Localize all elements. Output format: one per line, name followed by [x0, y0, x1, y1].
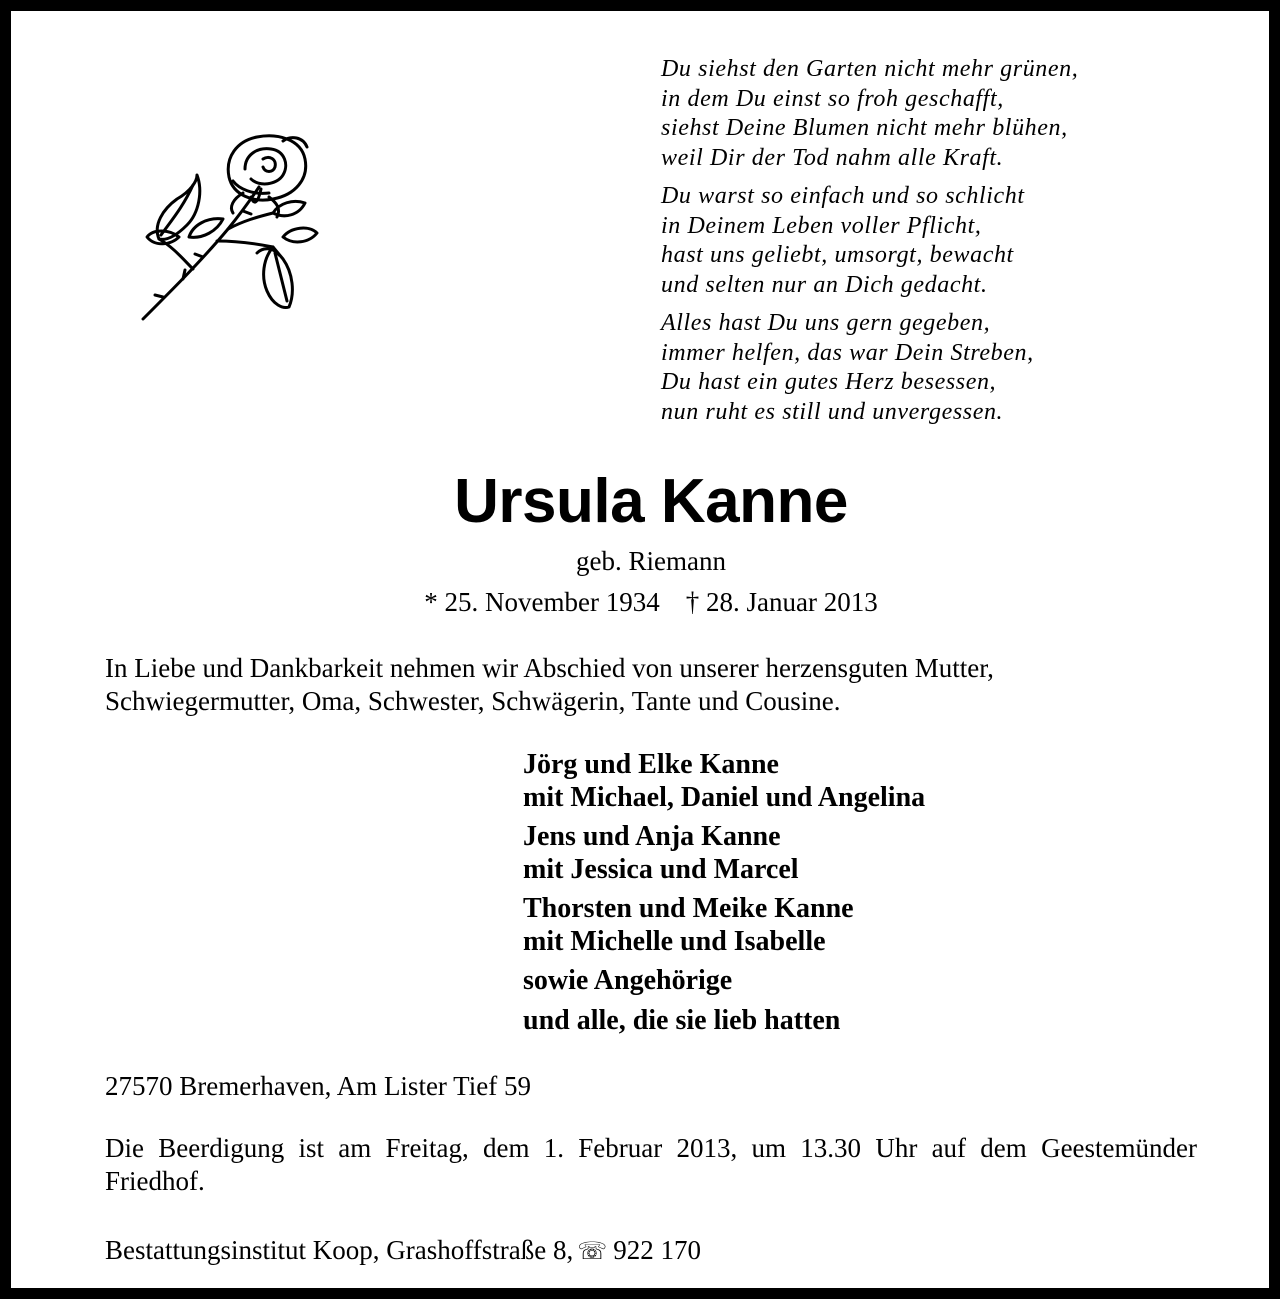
poem-line: Du warst so einfach und so schlicht	[661, 183, 1025, 209]
rose-icon	[133, 129, 319, 325]
mourner-group	[523, 1005, 1223, 1038]
mourner-line: sowie Angehörige	[523, 965, 733, 996]
mourner-line: Jens und Anja Kanne	[523, 821, 781, 852]
telephone-icon: ☏	[577, 1237, 608, 1265]
life-dates	[11, 585, 1280, 619]
deceased-name: Ursula Kanne	[454, 467, 848, 536]
mourner-line: mit Michael, Daniel und Angelina	[523, 781, 926, 813]
birth-date: * 25. November 1934	[424, 587, 660, 617]
poem-stanza	[661, 309, 1221, 427]
funeral-info: Die Beerdigung ist am Freitag, dem 1. Februar 2013, um 13.30 Uhr auf dem Geestemünder Friedhof.	[105, 1133, 1197, 1196]
mourner-line: Jörg und Elke Kanne	[523, 749, 779, 780]
undertaker-name: Bestattungsinstitut Koop, Grashoffstraße 8,	[105, 1235, 574, 1265]
poem-line: Du hast ein gutes Herz besessen,	[661, 369, 997, 395]
poem-line: in dem Du einst so froh geschafft,	[661, 85, 1004, 112]
poem-stanza	[661, 182, 1221, 300]
maiden-name: geb. Riemann	[576, 546, 726, 576]
mourner-group	[523, 965, 1223, 998]
poem-line: siehst Deine Blumen nicht mehr blühen,	[661, 115, 1068, 141]
poem-line: in Deinem Leben voller Pflicht,	[661, 212, 982, 239]
mourner-line: Thorsten und Meike Kanne	[523, 893, 854, 924]
mourner-group	[523, 749, 1223, 814]
undertaker-info	[105, 1233, 1205, 1268]
family-address: 27570 Bremerhaven, Am Lister Tief 59	[105, 1071, 531, 1101]
mourner-line: mit Jessica und Marcel	[523, 853, 799, 885]
poem-line: weil Dir der Tod nahm alle Kraft.	[661, 144, 1004, 171]
undertaker-phone: 922 170	[613, 1235, 701, 1265]
poem-line: immer helfen, das war Dein Streben,	[661, 339, 1034, 366]
mourners-list	[523, 749, 1223, 1044]
farewell-text	[105, 652, 1205, 718]
farewell-line: In Liebe und Dankbarkeit nehmen wir Abschied von unserer herzensguten Mutter,	[105, 653, 994, 683]
poem-line: Alles hast Du uns gern gegeben,	[661, 310, 991, 336]
poem-stanza	[661, 55, 1221, 173]
mourner-line: mit Michelle und Isabelle	[523, 925, 826, 957]
farewell-line: Schwiegermutter, Oma, Schwester, Schwägerin, Tante und Cousine.	[105, 686, 841, 716]
poem	[661, 55, 1221, 436]
mourner-group	[523, 821, 1223, 886]
poem-line: und selten nur an Dich gedacht.	[661, 271, 988, 298]
poem-line: Du siehst den Garten nicht mehr grünen,	[661, 56, 1079, 82]
mourner-group	[523, 893, 1223, 958]
mourner-line: und alle, die sie lieb hatten	[523, 1004, 841, 1036]
poem-line: nun ruht es still und unvergessen.	[661, 398, 1004, 425]
death-date: † 28. Januar 2013	[685, 587, 878, 617]
poem-line: hast uns geliebt, umsorgt, bewacht	[661, 242, 1014, 268]
